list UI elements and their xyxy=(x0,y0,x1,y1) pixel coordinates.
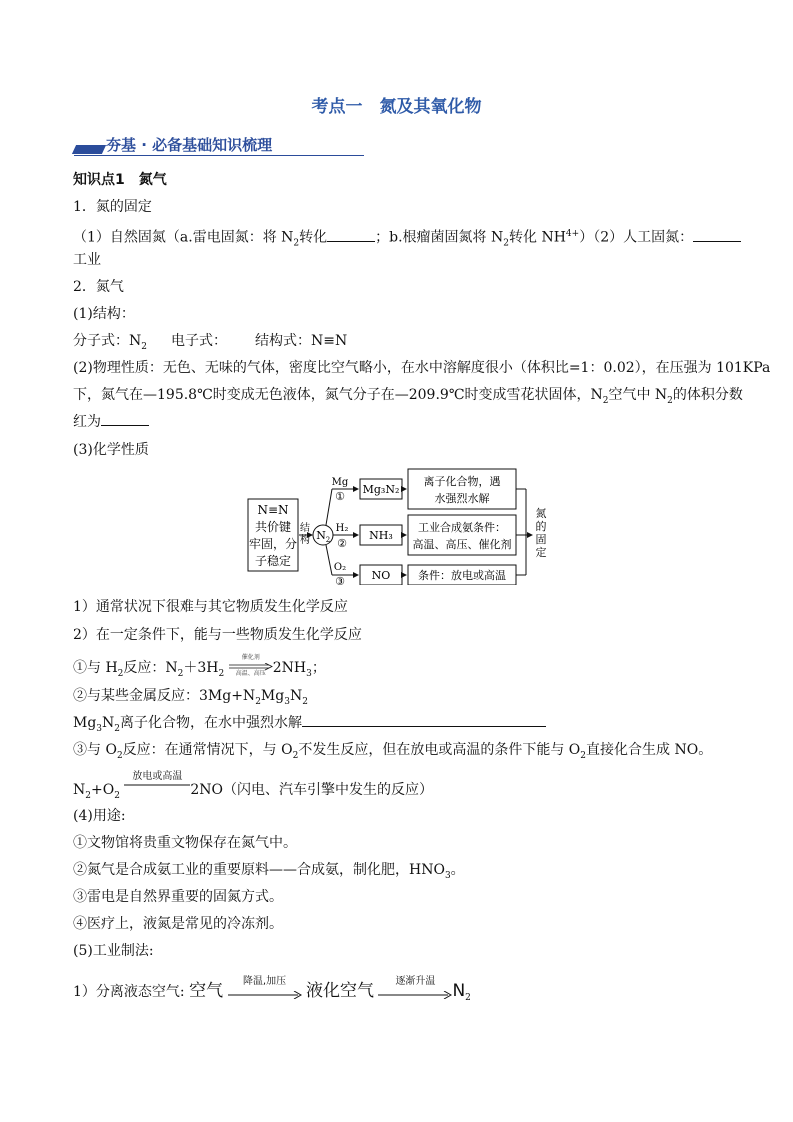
physical-line-2: 下，氮气在—195.8℃时变成无色液体，氮气分子在—209.9℃时变成雪花状固体，$N_2$空气中 $N_2$的体积分数 xyxy=(73,387,743,406)
section-banner xyxy=(74,134,364,158)
page-title: 考点一 氮及其氧化物 xyxy=(311,97,482,117)
step-number: ② xyxy=(337,537,347,550)
industrial-method-1: 1）分离液态空气: 空气 降温,加压 液化空气 逐渐升温 $N_2$ xyxy=(73,976,471,1003)
step-number: ③ xyxy=(335,575,345,585)
answer-blank[interactable] xyxy=(302,713,546,727)
product-label: NH₃ xyxy=(369,529,393,542)
structure-box-line: 子稳定 xyxy=(254,554,292,568)
answer-blank[interactable] xyxy=(327,228,375,242)
physical-line-1: (2)物理性质：无色、无味的气体，密度比空气略小，在水中溶解度很小（体积比=1：0.02），在压强为 101KPa xyxy=(73,360,771,376)
product-label: NO xyxy=(371,569,391,582)
reagent-label: Mg xyxy=(331,477,349,488)
reaction-arrow: 催化剂 高温、高压 xyxy=(229,659,273,677)
chem-line-1: 1）通常状况下很难与其它物质发生化学反应 xyxy=(73,599,348,615)
answer-blank[interactable] xyxy=(693,228,741,242)
banner-rule xyxy=(74,155,364,156)
use-item: ②氮气是合成氨工业的重要原料——合成氨，制化肥，$HNO_3$。 xyxy=(73,862,465,881)
description-line: 工业合成氨条件： xyxy=(418,521,506,534)
reaction-no: $N_2+O_2$ 放电或高温 2NO（闪电、汽车引擎中发生的反应） xyxy=(73,771,434,801)
knowledge-heading: 知识点1 氮气 xyxy=(73,172,167,188)
fixation-line-2: 工业 xyxy=(73,252,101,268)
banner-text: 夯基 · 必备基础知识梳理 xyxy=(106,136,273,154)
n2-label: N xyxy=(316,529,326,542)
uses-heading: (4)用途: xyxy=(73,808,126,824)
structure-box-line: N≡N xyxy=(257,503,289,517)
mg3n2-line: $Mg_3N_2$离子化合物，在水中强烈水解 xyxy=(73,713,546,739)
fixation-label: 固 xyxy=(535,533,547,546)
section-1-heading: 1．氮的固定 xyxy=(73,199,152,215)
structure-heading: (1)结构： xyxy=(73,306,135,322)
use-item: ③雷电是自然界重要的固氮方式。 xyxy=(73,889,283,905)
description-line: 条件：放电或高温 xyxy=(418,569,506,582)
fixation-label: 定 xyxy=(535,546,547,559)
svg-text:2: 2 xyxy=(325,536,331,544)
chem-line-2: 2）在一定条件下，能与一些物质发生化学反应 xyxy=(73,627,362,643)
structure-box-line: 共价键 xyxy=(254,520,292,534)
reaction-h2: ①与 $H_2$反应：$N_2+3H_2$ 催化剂 高温、高压 $2NH_3$； xyxy=(73,654,326,679)
jiegou-label: 结 xyxy=(300,523,310,534)
reaction-o2: ③与 $O_2$反应：在通常情况下，与 $O_2$不发生反应，但在放电或高温的条件下能与 $O_2$直接化合生成 NO。 xyxy=(73,742,713,761)
fixation-label: 的 xyxy=(535,520,547,533)
structure-line: 分子式：$N_2$ 电子式： 结构式：N≡N xyxy=(73,333,348,352)
product-label: Mg₃N₂ xyxy=(362,483,400,496)
structure-box xyxy=(248,499,298,571)
reagent-label: O₂ xyxy=(333,562,347,573)
description-line: 高温、高压、催化剂 xyxy=(412,538,512,551)
physical-line-3: 红为 xyxy=(73,412,149,432)
answer-blank[interactable] xyxy=(101,412,149,426)
reagent-label: H₂ xyxy=(335,523,349,534)
n2-property-diagram xyxy=(246,467,550,585)
use-item: ④医疗上，液氮是常见的冷冻剂。 xyxy=(73,916,283,932)
process-arrow: 降温,加压 xyxy=(228,982,302,1002)
reaction-arrow: 放电或高温 xyxy=(132,771,183,782)
description-line: 离子化合物，遇 xyxy=(423,475,501,488)
jiegou-label: 构 xyxy=(300,535,310,546)
structure-box-line: 牢固，分 xyxy=(248,537,298,551)
reaction-metal: ②与某些金属反应：$3Mg+N_2Mg_3N_2$ xyxy=(73,688,308,707)
step-number: ① xyxy=(335,490,345,503)
fixation-line-1: （1）自然固氮（a.雷电固氮：将 $N_2$转化 ；b.根瘤菌固氮将 $N_2$转化 $NH^{4+})(2)$人工固氮： xyxy=(73,224,741,253)
chemical-heading: (3)化学性质 xyxy=(73,442,149,458)
description-line: 水强烈水解 xyxy=(434,492,490,505)
banner-accent xyxy=(72,145,106,154)
process-arrow: 逐渐升温 xyxy=(378,982,452,1002)
industrial-heading: (5)工业制法: xyxy=(73,943,154,959)
fixation-label: 氮 xyxy=(535,507,547,520)
section-2-heading: 2．氮气 xyxy=(73,279,124,295)
use-item: ①文物馆将贵重文物保存在氮气中。 xyxy=(73,835,297,851)
